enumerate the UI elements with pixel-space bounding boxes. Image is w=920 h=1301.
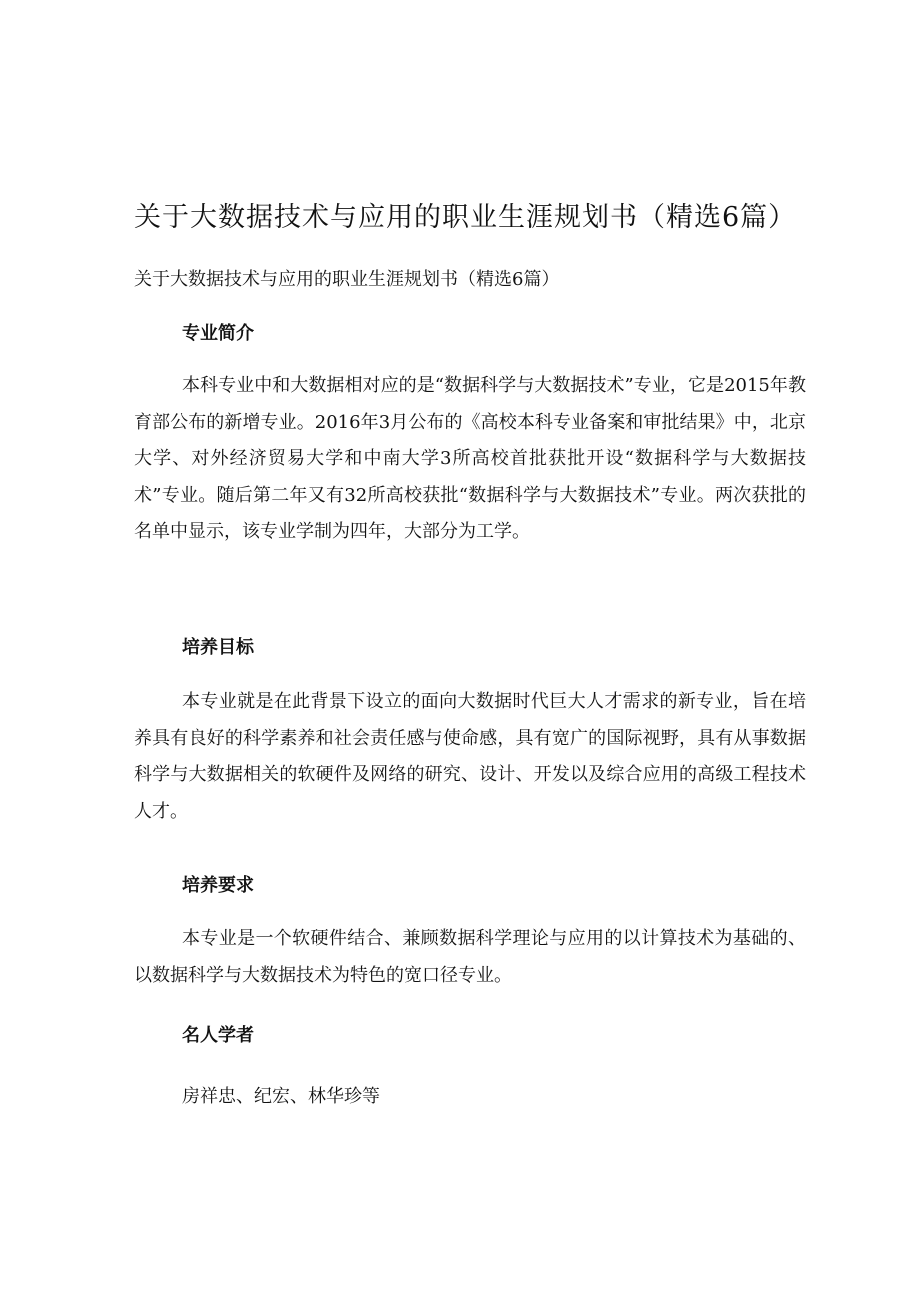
document-subtitle: 关于大数据技术与应用的职业生涯规划书（精选6篇） [134, 269, 560, 290]
section-body-goals: 本专业就是在此背景下设立的面向大数据时代巨大人才需求的新专业，旨在培养具有良好的科学素养和社会责任感与使命感，具有宽广的国际视野，具有从事数据科学与大数据相关的软硬件及网络的研究、设计、开发以及综合应用的高级工程技术人才。 [134, 691, 806, 822]
section-heading-requirements: 培养要求 [182, 875, 254, 896]
section-heading-goals: 培养目标 [182, 637, 254, 658]
section-heading-intro: 专业简介 [182, 323, 254, 344]
section-heading-scholars: 名人学者 [182, 1025, 254, 1046]
section-body-scholars: 房祥忠、纪宏、林华珍等 [182, 1086, 380, 1107]
document-title: 关于大数据技术与应用的职业生涯规划书（精选6篇） [134, 202, 797, 233]
section-body-intro: 本科专业中和大数据相对应的是“数据科学与大数据技术”专业，它是2015年教育部公布的新增专业。2016年3月公布的《高校本科专业备案和审批结果》中，北京大学、对外经济贸易大学和中南大学3所高校首批获批开设“数据科学与大数据技术”专业。随后第二年又有32所高校获批“数据科学与大数据技术”专业。两次获批的名单中显示，该专业学制为四年，大部分为工学。 [134, 375, 806, 542]
section-body-requirements: 本专业是一个软硬件结合、兼顾数据科学理论与应用的以计算技术为基础的、以数据科学与大数据技术为特色的宽口径专业。 [134, 928, 806, 986]
